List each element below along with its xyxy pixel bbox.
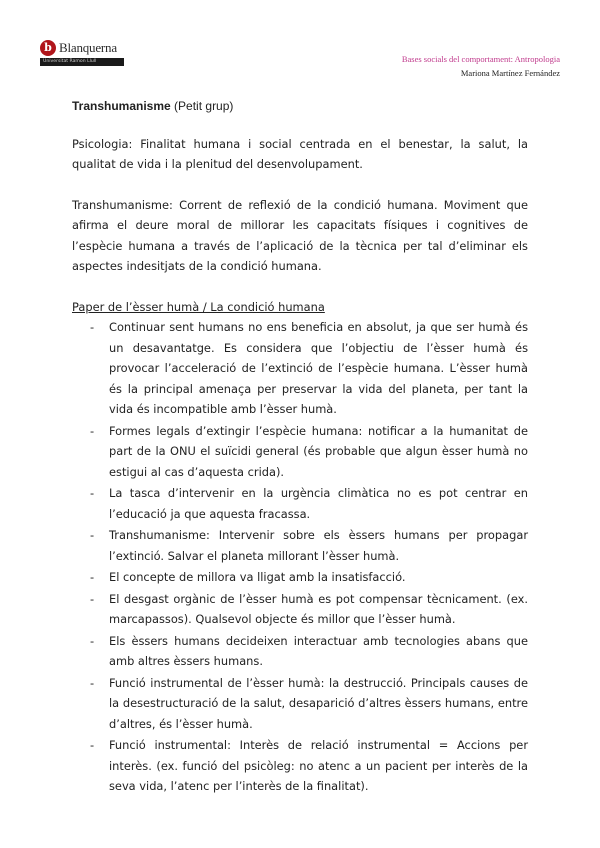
list-item: [72, 567, 528, 588]
bullet-dash: -: [90, 633, 95, 648]
bullet-dash: -: [90, 528, 95, 542]
list-item-text: Continuar sent humans no ens beneficia en absolut, ja que ser humà és un desavantatge. Es considera que l’objectiu de l’èsser humà és provocar l’acceleració de l’extinció de l’espècie humana. L’èsser humà és la principal amenaça per preservar la vida del planeta, per tant la vida és incompatible amb l’èsser humà.: [109, 320, 528, 416]
section-heading: Paper de l’èsser humà / La condició humana: [72, 299, 325, 314]
list-item: [72, 735, 528, 797]
list-item-text: El concepte de millora va lligat amb la insatisfacció.: [109, 570, 406, 584]
bullet-dash: -: [90, 675, 95, 690]
bullet-dash: -: [90, 591, 95, 606]
bullet-dash: -: [90, 320, 95, 334]
list-item-text: Funció instrumental de l’èsser humà: la destrucció. Principals causes de la desestructuració de la salut, desaparició d’altres èssers humans, entre d’altres, és l’èsser humà.: [109, 675, 528, 731]
logo-mark-icon: b: [40, 40, 56, 56]
bullet-dash: -: [90, 570, 95, 584]
logo-name: Blanquerna: [59, 40, 117, 55]
list-item-text: Els èssers humans decideixen interactuar amb tecnologies abans que amb altres èssers humans.: [109, 633, 528, 668]
paragraph-psicologia: Psicologia: Finalitat humana i social centrada en el benestar, la salut, la qualitat de vida i la plenitud del desenvolupament.: [72, 136, 528, 171]
list-item-text: La tasca d’intervenir en la urgència climàtica no es pot centrar en l’educació ja que aquesta fracassa.: [109, 486, 528, 521]
list-item: [72, 421, 528, 483]
bullet-dash: -: [90, 486, 95, 500]
page-title: [72, 96, 528, 117]
list-item: [72, 631, 528, 672]
title-sub: (Petit grup): [174, 99, 234, 113]
list-item-text: Funció instrumental: Interès de relació instrumental = Accions per interès. (ex. funció del psicòleg: no atenc a un pacient per interès de la seva vida, l’atenc per l’interès de la finalitat).: [109, 738, 528, 793]
list-item: [72, 483, 528, 524]
page-header-info: [402, 52, 560, 80]
bullet-dash: -: [90, 423, 95, 438]
paragraph-transhumanisme: Transhumanisme: Corrent de reflexió de la condició humana. Moviment que afirma el deure moral de millorar les capacitats físiques i cognitives de l’espècie humana a través de l’aplicació de la tècnica per tal d’eliminar els aspectes indesitjats de la condició humana.: [72, 197, 528, 273]
course-name: Bases socials del comportament: Antropologia: [401, 54, 560, 64]
bullet-list: [72, 317, 528, 797]
list-item: [72, 673, 528, 735]
list-item: [72, 589, 528, 630]
document-body: [72, 96, 528, 798]
list-item: [72, 317, 528, 420]
list-item-text: Formes legals d’extingir l’espècie humana: notificar a la humanitat de part de la ONU el suïcidi general (és probable que algun èsser humà no estigui al cas d’aquesta crida).: [109, 423, 528, 479]
bullet-dash: -: [90, 738, 95, 752]
blanquerna-logo: [40, 40, 124, 66]
logo-tagline: Universitat Ramon Llull: [40, 58, 124, 66]
list-item-text: Transhumanisme: Intervenir sobre els èssers humans per propagar l’extinció. Salvar el planeta millorant l’èsser humà.: [109, 528, 528, 563]
list-item: [72, 525, 528, 566]
title-main: Transhumanisme: [72, 99, 171, 113]
author-name: Mariona Martínez Fernández: [460, 68, 560, 78]
list-item-text: El desgast orgànic de l’èsser humà es pot compensar tècnicament. (ex. marcapassos). Qualsevol objecte és millor que l’èsser humà.: [109, 591, 528, 626]
